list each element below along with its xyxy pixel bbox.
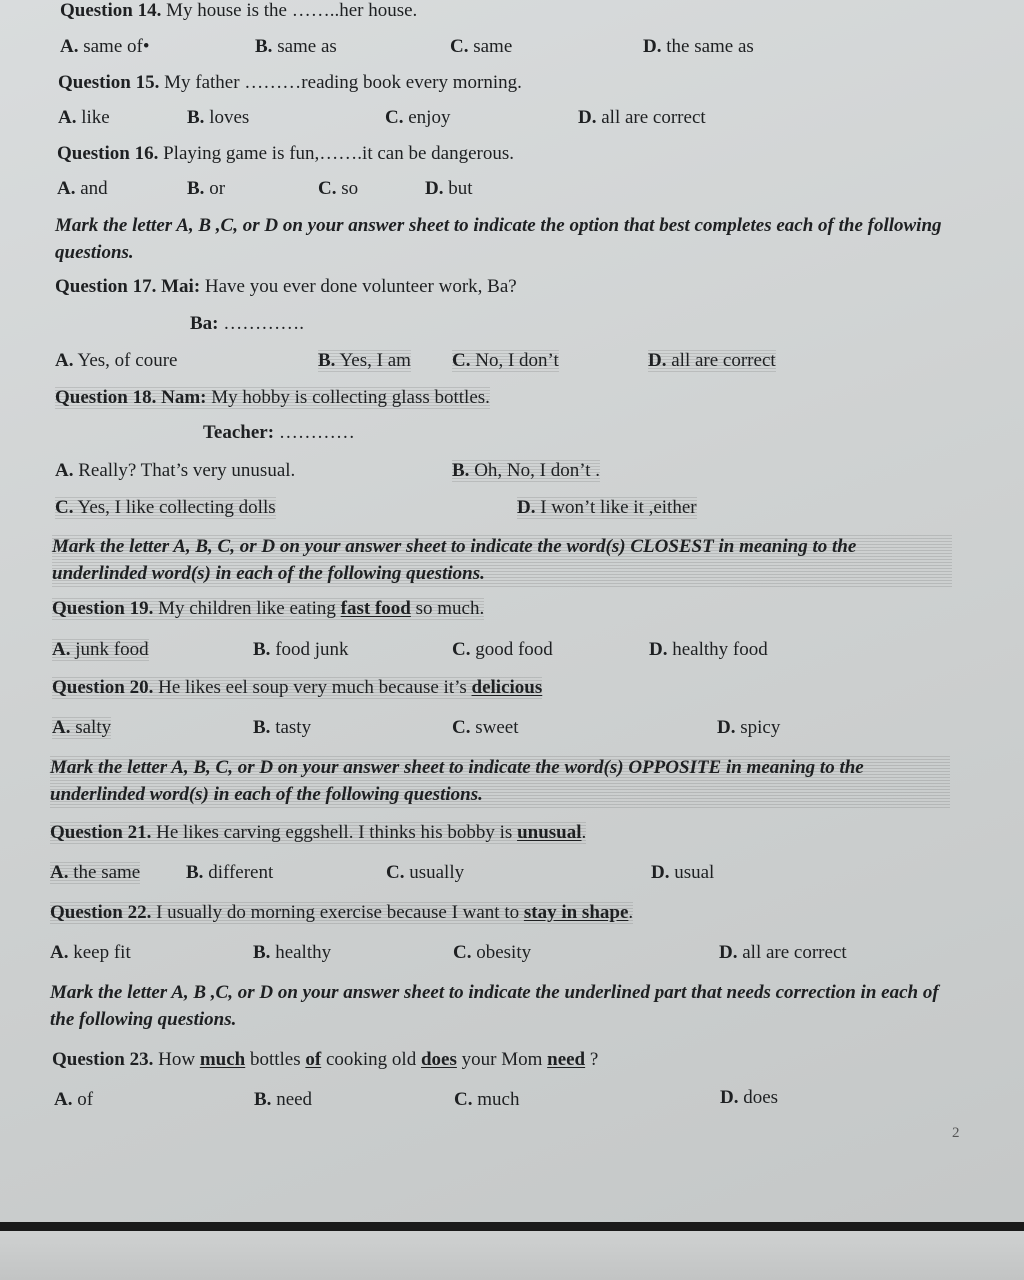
q20-option-c[interactable]: C. sweet [452, 717, 519, 738]
q21-option-b[interactable]: B. different [186, 862, 274, 883]
q18-option-a[interactable]: A. Really? That’s very unusual. [55, 460, 296, 481]
q14-option-b[interactable]: B. same as [255, 36, 337, 57]
question-17: Question 17. Mai: Have you ever done volunteer work, Ba? [55, 276, 517, 297]
q18-option-b[interactable]: B. Oh, No, I don’t . [452, 460, 600, 481]
q22-option-c[interactable]: C. obesity [453, 942, 532, 963]
q20-option-d[interactable]: D. spicy [717, 717, 781, 738]
question-19: Question 19. My children like eating fast food so much. [52, 598, 485, 619]
q19-option-d[interactable]: D. healthy food [649, 639, 768, 660]
instruction-closest: Mark the letter A, B, C, or D on your answer sheet to indicate the word(s) CLOSEST in meaning to the underlinded word(s) in each of the following questions. [52, 533, 952, 587]
q22-underlined: stay in shape [523, 902, 629, 923]
q18-option-c[interactable]: C. Yes, I like collecting dolls [55, 497, 276, 518]
q14-option-d[interactable]: D. the same as [643, 36, 754, 57]
q19-option-b[interactable]: B. food junk [253, 639, 349, 660]
q23-option-d[interactable]: D. does [720, 1087, 779, 1108]
q14-option-c[interactable]: C. same [450, 36, 513, 57]
q21-option-d[interactable]: D. usual [651, 862, 715, 883]
q14-option-a[interactable]: A. same of• [60, 36, 150, 57]
instruction-correction: Mark the letter A, B ,C, or D on your answer sheet to indicate the underlined part that needs correction in each of the following questions. [50, 982, 939, 1030]
q21-option-a[interactable]: A. the same [50, 862, 141, 883]
q16-option-a[interactable]: A. and [57, 178, 108, 199]
q19-option-a[interactable]: A. junk food [52, 639, 149, 660]
question-22: Question 22. I usually do morning exercise because I want to stay in shape. [50, 902, 634, 923]
q21-underlined: unusual [517, 822, 582, 843]
q23-underlined-need: need [547, 1049, 586, 1070]
question-23: Question 23. How much bottles of cooking old does your Mom need ? [52, 1049, 599, 1070]
q18-option-d[interactable]: D. I won’t like it ,either [517, 497, 697, 518]
question-20: Question 20. He likes eel soup very much because it’s delicious [52, 677, 543, 698]
q17-option-b[interactable]: B. Yes, I am [318, 350, 411, 371]
q19-option-c[interactable]: C. good food [452, 639, 553, 660]
q23-underlined-much: much [199, 1049, 246, 1070]
instruction-opposite: Mark the letter A, B, C, or D on your answer sheet to indicate the word(s) OPPOSITE in meaning to the underlinded word(s) in each of the following questions. [50, 754, 950, 808]
q20-option-b[interactable]: B. tasty [253, 717, 312, 738]
q15-option-a[interactable]: A. like [58, 107, 110, 128]
question-21: Question 21. He likes carving eggshell. I thinks his bobby is unusual. [50, 822, 587, 843]
q23-option-b[interactable]: B. need [254, 1089, 313, 1110]
question-14: Question 14. My house is the ……..her house. [60, 0, 418, 21]
q17-option-a[interactable]: A. Yes, of coure [55, 350, 178, 371]
question-15: Question 15. My father ………reading book every morning. [58, 72, 522, 93]
q18-reply: Teacher: ………… [203, 422, 355, 443]
q22-option-b[interactable]: B. healthy [253, 942, 332, 963]
page-number: 2 [952, 1125, 960, 1141]
question-16: Question 16. Playing game is fun,…….it can be dangerous. [57, 143, 515, 164]
screen-bezel-edge [0, 1222, 1024, 1231]
q15-option-b[interactable]: B. loves [187, 107, 250, 128]
q23-underlined-of: of [305, 1049, 322, 1070]
q22-option-a[interactable]: A. keep fit [50, 942, 131, 963]
q23-option-c[interactable]: C. much [454, 1089, 520, 1110]
q20-underlined: delicious [471, 677, 543, 698]
q15-option-c[interactable]: C. enjoy [385, 107, 451, 128]
q16-option-d[interactable]: D. but [425, 178, 473, 199]
q15-option-d[interactable]: D. all are correct [578, 107, 706, 128]
q17-option-d[interactable]: D. all are correct [648, 350, 776, 371]
q22-option-d[interactable]: D. all are correct [719, 942, 847, 963]
q20-option-a[interactable]: A. salty [52, 717, 112, 738]
q16-option-c[interactable]: C. so [318, 178, 359, 199]
q19-underlined: fast food [340, 598, 411, 619]
q23-underlined-does: does [420, 1049, 457, 1070]
q23-option-a[interactable]: A. of [54, 1089, 94, 1110]
q21-option-c[interactable]: C. usually [386, 862, 465, 883]
instruction-complete: Mark the letter A, B ,C, or D on your answer sheet to indicate the option that best completes each of the following questions. [55, 215, 942, 263]
q17-option-c[interactable]: C. No, I don’t [452, 350, 559, 371]
question-18: Question 18. Nam: My hobby is collecting glass bottles. [55, 387, 490, 408]
bottom-margin [0, 1231, 1024, 1280]
q16-option-b[interactable]: B. or [187, 178, 226, 199]
q17-reply: Ba: …………. [190, 313, 304, 334]
